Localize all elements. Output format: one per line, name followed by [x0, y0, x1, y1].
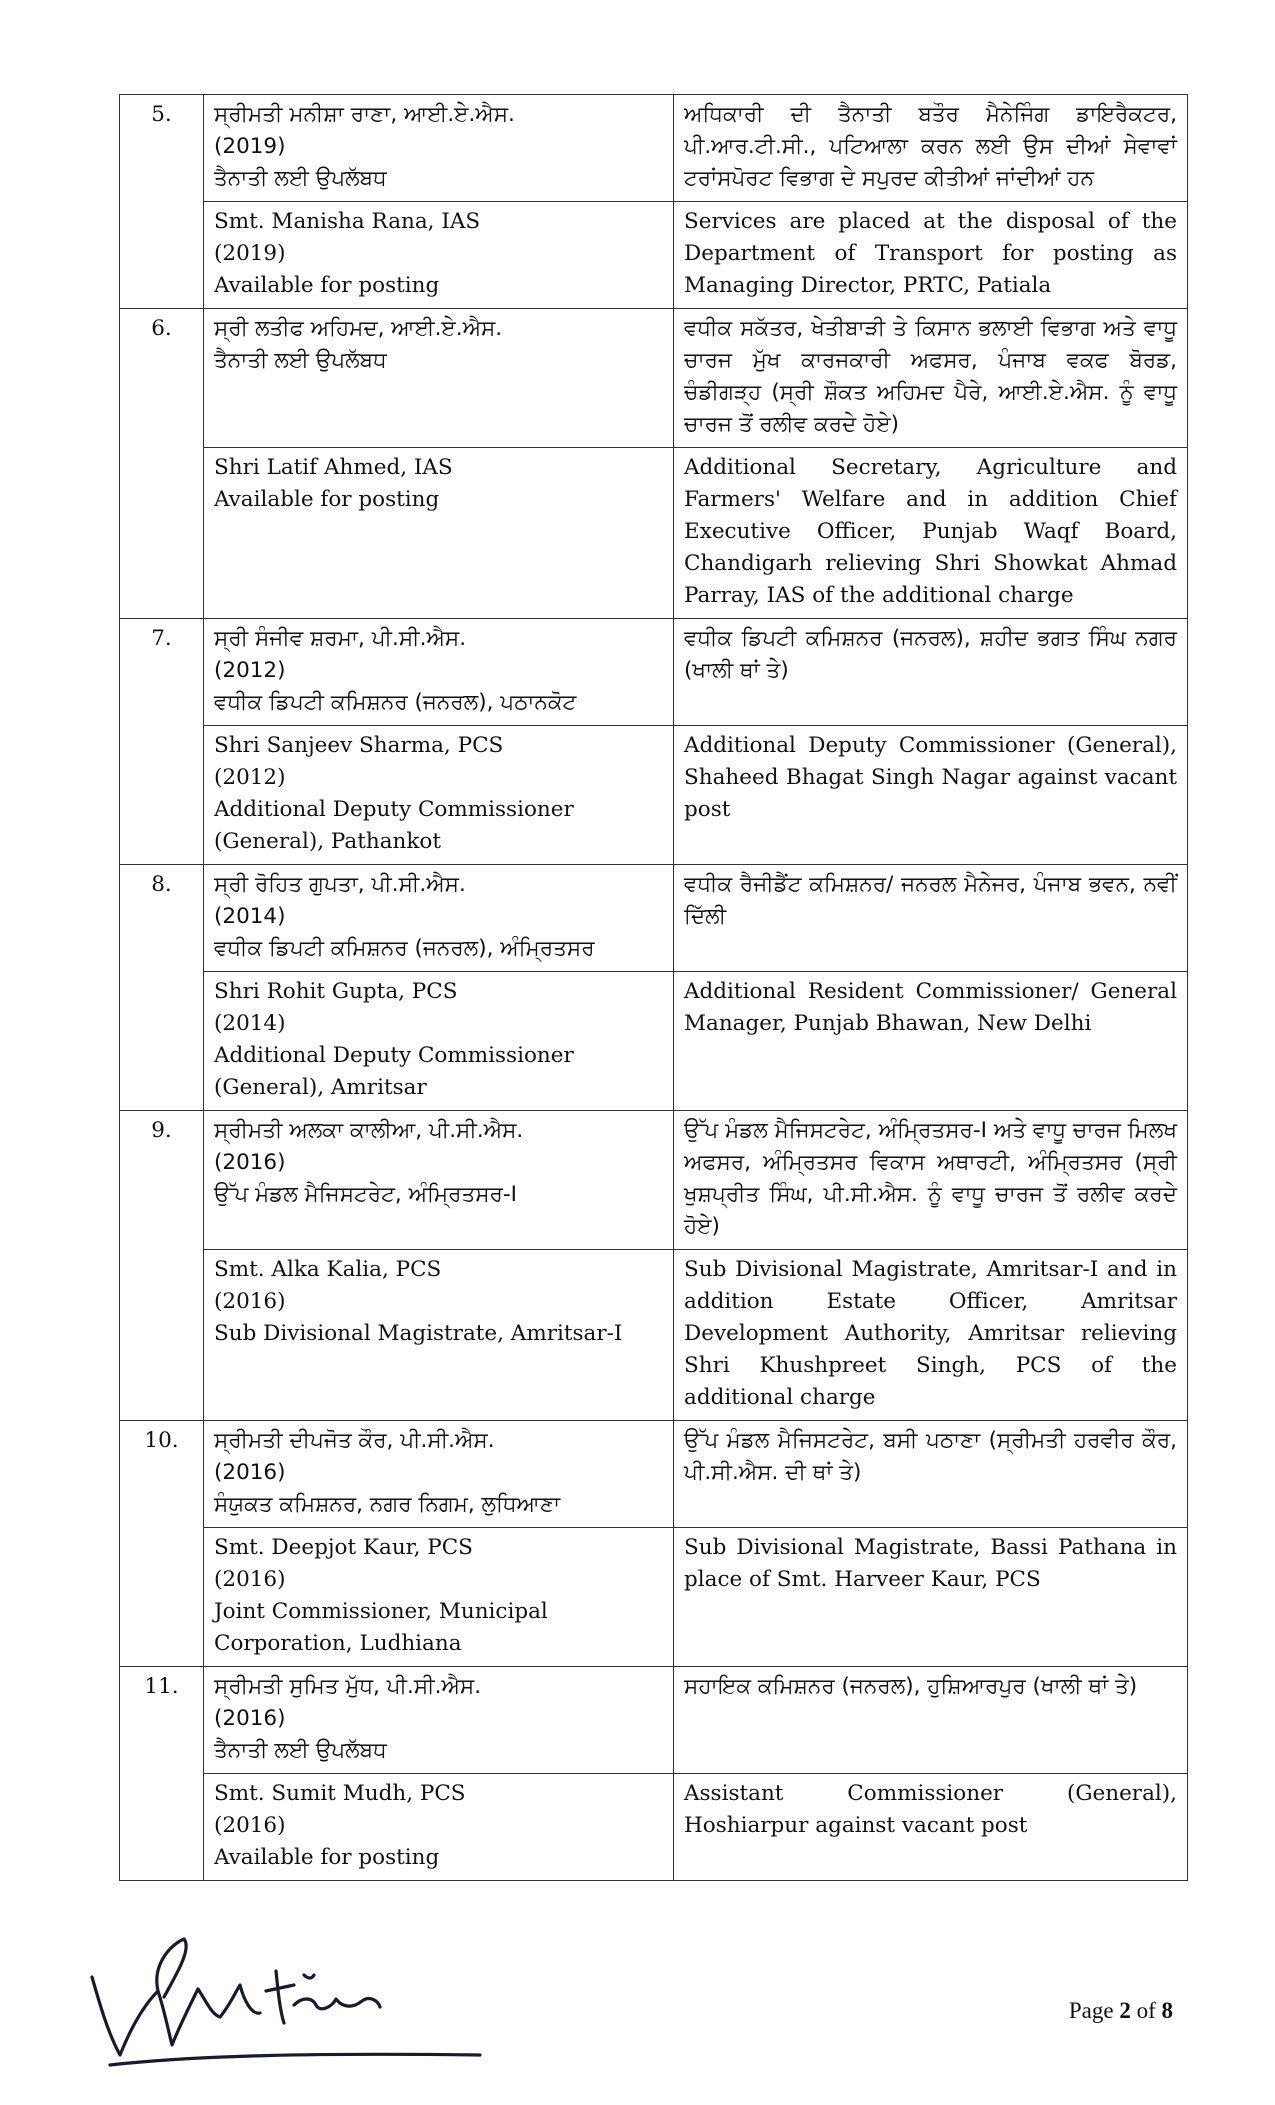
page-word: Page — [1068, 1998, 1114, 2023]
serial-number: 7. — [120, 619, 204, 865]
posting-cell-english: Sub Divisional Magistrate, Bassi Pathana in place of Smt. Harveer Kaur, PCS — [674, 1528, 1188, 1667]
officer-line: Joint Commissioner, Municipal Corporation, Ludhiana — [214, 1599, 548, 1656]
officer-line: ਸ੍ਰੀਮਤੀ ਮਨੀਸ਼ਾ ਰਾਣਾ, ਆਈ.ਏ.ਐਸ. — [214, 102, 515, 127]
entry-row-english — [120, 726, 1188, 865]
officer-line: (2016) — [214, 1813, 286, 1838]
entry-row-punjabi — [120, 309, 1188, 448]
entry-row-english — [120, 448, 1188, 619]
entry-row-english — [120, 972, 1188, 1111]
posting-cell-english: Additional Deputy Commissioner (General), Shaheed Bhagat Singh Nagar against vacant post — [674, 726, 1188, 865]
officer-line: (2016) — [214, 1706, 286, 1731]
officer-cell-punjabi — [204, 309, 674, 448]
officer-cell-punjabi — [204, 1667, 674, 1774]
entry-row-english — [120, 202, 1188, 309]
officer-line: ਸ੍ਰੀ ਰੋਹਿਤ ਗੁਪਤਾ, ਪੀ.ਸੀ.ਐਸ. — [214, 872, 466, 897]
officer-line: Available for posting — [214, 487, 440, 512]
officer-line: Additional Deputy Commissioner (General), Amritsar — [214, 1043, 574, 1100]
signature-image — [80, 1905, 500, 2105]
officer-line: (2014) — [214, 1011, 286, 1036]
posting-cell-english: Sub Divisional Magistrate, Amritsar-I and in addition Estate Officer, Amritsar Development Authority, Amritsar relieving Shri Khushpreet Singh, PCS of the additional charge — [674, 1250, 1188, 1421]
officer-line: Shri Sanjeev Sharma, PCS — [214, 733, 504, 758]
officer-line: (2016) — [214, 1289, 286, 1314]
officer-line: (2016) — [214, 1567, 286, 1592]
officer-line: Available for posting — [214, 273, 440, 298]
officer-cell-punjabi — [204, 1111, 674, 1250]
posting-cell-punjabi: ਅਧਿਕਾਰੀ ਦੀ ਤੈਨਾਤੀ ਬਤੌਰ ਮੈਨੇਜਿੰਗ ਡਾਇਰੈਕਟਰ, ਪੀ.ਆਰ.ਟੀ.ਸੀ., ਪਟਿਆਲਾ ਕਰਨ ਲਈ ਉਸ ਦੀਆਂ ਸੇਵਾਵਾਂ ਟਰਾਂਸਪੋਰਟ ਵਿਭਾਗ ਦੇ ਸਪੁਰਦ ਕੀਤੀਆਂ ਜਾਂਦੀਆਂ ਹਨ — [674, 95, 1188, 202]
officer-line: (2016) — [214, 1150, 286, 1175]
page-number — [1069, 1998, 1173, 2024]
officer-line: ਤੈਨਾਤੀ ਲਈ ਉਪਲੱਬਧ — [214, 1738, 387, 1763]
officer-line: Shri Rohit Gupta, PCS — [214, 979, 458, 1004]
officer-cell-english — [204, 972, 674, 1111]
officer-cell-english — [204, 726, 674, 865]
transfer-orders-body — [120, 95, 1188, 1881]
officer-line: Additional Deputy Commissioner (General), Pathankot — [214, 797, 574, 854]
officer-line: ਉੱਪ ਮੰਡਲ ਮੈਜਿਸਟਰੇਟ, ਅੰਮ੍ਰਿਤਸਰ-I — [214, 1182, 517, 1207]
serial-number: 6. — [120, 309, 204, 619]
posting-cell-punjabi: ਉੱਪ ਮੰਡਲ ਮੈਜਿਸਟਰੇਟ, ਬਸੀ ਪਠਾਣਾ (ਸ੍ਰੀਮਤੀ ਹਰਵੀਰ ਕੌਰ, ਪੀ.ਸੀ.ਐਸ. ਦੀ ਥਾਂ ਤੇ) — [674, 1421, 1188, 1528]
officer-line: ਤੈਨਾਤੀ ਲਈ ਉਪਲੱਬਧ — [214, 166, 387, 191]
officer-cell-punjabi — [204, 865, 674, 972]
officer-line: Smt. Alka Kalia, PCS — [214, 1257, 442, 1282]
entry-row-punjabi — [120, 1111, 1188, 1250]
officer-line: ਵਧੀਕ ਡਿਪਟੀ ਕਮਿਸ਼ਨਰ (ਜਨਰਲ), ਪਠਾਨਕੋਟ — [214, 690, 577, 715]
serial-number: 9. — [120, 1111, 204, 1421]
officer-cell-english — [204, 1774, 674, 1881]
officer-line: Smt. Manisha Rana, IAS — [214, 209, 481, 234]
serial-number: 8. — [120, 865, 204, 1111]
officer-line: (2019) — [214, 241, 286, 266]
entry-row-english — [120, 1528, 1188, 1667]
serial-number: 5. — [120, 95, 204, 309]
posting-cell-punjabi: ਵਧੀਕ ਸਕੱਤਰ, ਖੇਤੀਬਾੜੀ ਤੇ ਕਿਸਾਨ ਭਲਾਈ ਵਿਭਾਗ ਅਤੇ ਵਾਧੂ ਚਾਰਜ ਮੁੱਖ ਕਾਰਜਕਾਰੀ ਅਫਸਰ, ਪੰਜਾਬ ਵਕਫ ਬੋਰਡ, ਚੰਡੀਗੜ੍ਹ (ਸ੍ਰੀ ਸ਼ੌਕਤ ਅਹਿਮਦ ਪੈਰੇ, ਆਈ.ਏ.ਐਸ. ਨੂੰ ਵਾਧੂ ਚਾਰਜ ਤੋਂ ਰਲੀਵ ਕਰਦੇ ਹੋਏ) — [674, 309, 1188, 448]
page-of: of — [1136, 1998, 1156, 2023]
officer-line: ਸੰਯੁਕਤ ਕਮਿਸ਼ਨਰ, ਨਗਰ ਨਿਗਮ, ਲੁਧਿਆਣਾ — [214, 1492, 561, 1517]
officer-line: ਵਧੀਕ ਡਿਪਟੀ ਕਮਿਸ਼ਨਰ (ਜਨਰਲ), ਅੰਮ੍ਰਿਤਸਰ — [214, 936, 595, 961]
officer-cell-punjabi — [204, 1421, 674, 1528]
posting-cell-punjabi: ਸਹਾਇਕ ਕਮਿਸ਼ਨਰ (ਜਨਰਲ), ਹੁਸ਼ਿਆਰਪੁਰ (ਖਾਲੀ ਥਾਂ ਤੇ) — [674, 1667, 1188, 1774]
officer-line: (2016) — [214, 1460, 286, 1485]
officer-cell-english — [204, 1250, 674, 1421]
posting-cell-english: Assistant Commissioner (General), Hoshiarpur against vacant post — [674, 1774, 1188, 1881]
page-total: 8 — [1161, 1998, 1173, 2023]
officer-cell-english — [204, 1528, 674, 1667]
posting-cell-english: Services are placed at the disposal of the Department of Transport for posting as Managing Director, PRTC, Patiala — [674, 202, 1188, 309]
officer-cell-punjabi — [204, 95, 674, 202]
officer-cell-english — [204, 202, 674, 309]
entry-row-punjabi — [120, 619, 1188, 726]
officer-line: Available for posting — [214, 1845, 440, 1870]
serial-number: 11. — [120, 1667, 204, 1881]
page-current: 2 — [1119, 1998, 1131, 2023]
officer-line: (2014) — [214, 904, 286, 929]
posting-cell-punjabi: ਉੱਪ ਮੰਡਲ ਮੈਜਿਸਟਰੇਟ, ਅੰਮ੍ਰਿਤਸਰ-I ਅਤੇ ਵਾਧੂ ਚਾਰਜ ਮਿਲਖ ਅਫਸਰ, ਅੰਮ੍ਰਿਤਸਰ ਵਿਕਾਸ ਅਥਾਰਟੀ, ਅੰਮ੍ਰਿਤਸਰ (ਸ੍ਰੀ ਖੁਸ਼ਪ੍ਰੀਤ ਸਿੰਘ, ਪੀ.ਸੀ.ਐਸ. ਨੂੰ ਵਾਧੂ ਚਾਰਜ ਤੋਂ ਰਲੀਵ ਕਰਦੇ ਹੋਏ) — [674, 1111, 1188, 1250]
officer-line: Smt. Sumit Mudh, PCS — [214, 1781, 466, 1806]
serial-number: 10. — [120, 1421, 204, 1667]
officer-line: ਸ੍ਰੀਮਤੀ ਅਲਕਾ ਕਾਲੀਆ, ਪੀ.ਸੀ.ਐਸ. — [214, 1118, 524, 1143]
posting-cell-punjabi: ਵਧੀਕ ਡਿਪਟੀ ਕਮਿਸ਼ਨਰ (ਜਨਰਲ), ਸ਼ਹੀਦ ਭਗਤ ਸਿੰਘ ਨਗਰ (ਖਾਲੀ ਥਾਂ ਤੇ) — [674, 619, 1188, 726]
officer-cell-punjabi — [204, 619, 674, 726]
posting-cell-english: Additional Secretary, Agriculture and Farmers' Welfare and in addition Chief Executive Officer, Punjab Waqf Board, Chandigarh relieving Shri Showkat Ahmad Parray, IAS of the additional charge — [674, 448, 1188, 619]
officer-cell-english — [204, 448, 674, 619]
entry-row-punjabi — [120, 95, 1188, 202]
officer-line: ਸ੍ਰੀ ਲਤੀਫ ਅਹਿਮਦ, ਆਈ.ਏ.ਐਸ. — [214, 316, 503, 341]
transfer-orders-table — [119, 94, 1188, 1881]
entry-row-english — [120, 1250, 1188, 1421]
entry-row-punjabi — [120, 865, 1188, 972]
officer-line: (2012) — [214, 658, 286, 683]
entry-row-english — [120, 1774, 1188, 1881]
officer-line: (2012) — [214, 765, 286, 790]
posting-cell-english: Additional Resident Commissioner/ General Manager, Punjab Bhawan, New Delhi — [674, 972, 1188, 1111]
officer-line: Smt. Deepjot Kaur, PCS — [214, 1535, 473, 1560]
officer-line: ਸ੍ਰੀਮਤੀ ਦੀਪਜੋਤ ਕੌਰ, ਪੀ.ਸੀ.ਐਸ. — [214, 1428, 495, 1453]
officer-line: Sub Divisional Magistrate, Amritsar-I — [214, 1321, 623, 1346]
entry-row-punjabi — [120, 1667, 1188, 1774]
posting-cell-punjabi: ਵਧੀਕ ਰੈਜੀਡੈਂਟ ਕਮਿਸ਼ਨਰ/ ਜਨਰਲ ਮੈਨੇਜਰ, ਪੰਜਾਬ ਭਵਨ, ਨਵੀਂ ਦਿੱਲੀ — [674, 865, 1188, 972]
officer-line: ਤੈਨਾਤੀ ਲਈ ਉਪਲੱਬਧ — [214, 348, 387, 373]
officer-line: Shri Latif Ahmed, IAS — [214, 455, 453, 480]
officer-line: (2019) — [214, 134, 286, 159]
entry-row-punjabi — [120, 1421, 1188, 1528]
officer-line: ਸ੍ਰੀ ਸੰਜੀਵ ਸ਼ਰਮਾ, ਪੀ.ਸੀ.ਐਸ. — [214, 626, 467, 651]
officer-line: ਸ੍ਰੀਮਤੀ ਸੁਮਿਤ ਮੁੱਧ, ਪੀ.ਸੀ.ਐਸ. — [214, 1674, 482, 1699]
